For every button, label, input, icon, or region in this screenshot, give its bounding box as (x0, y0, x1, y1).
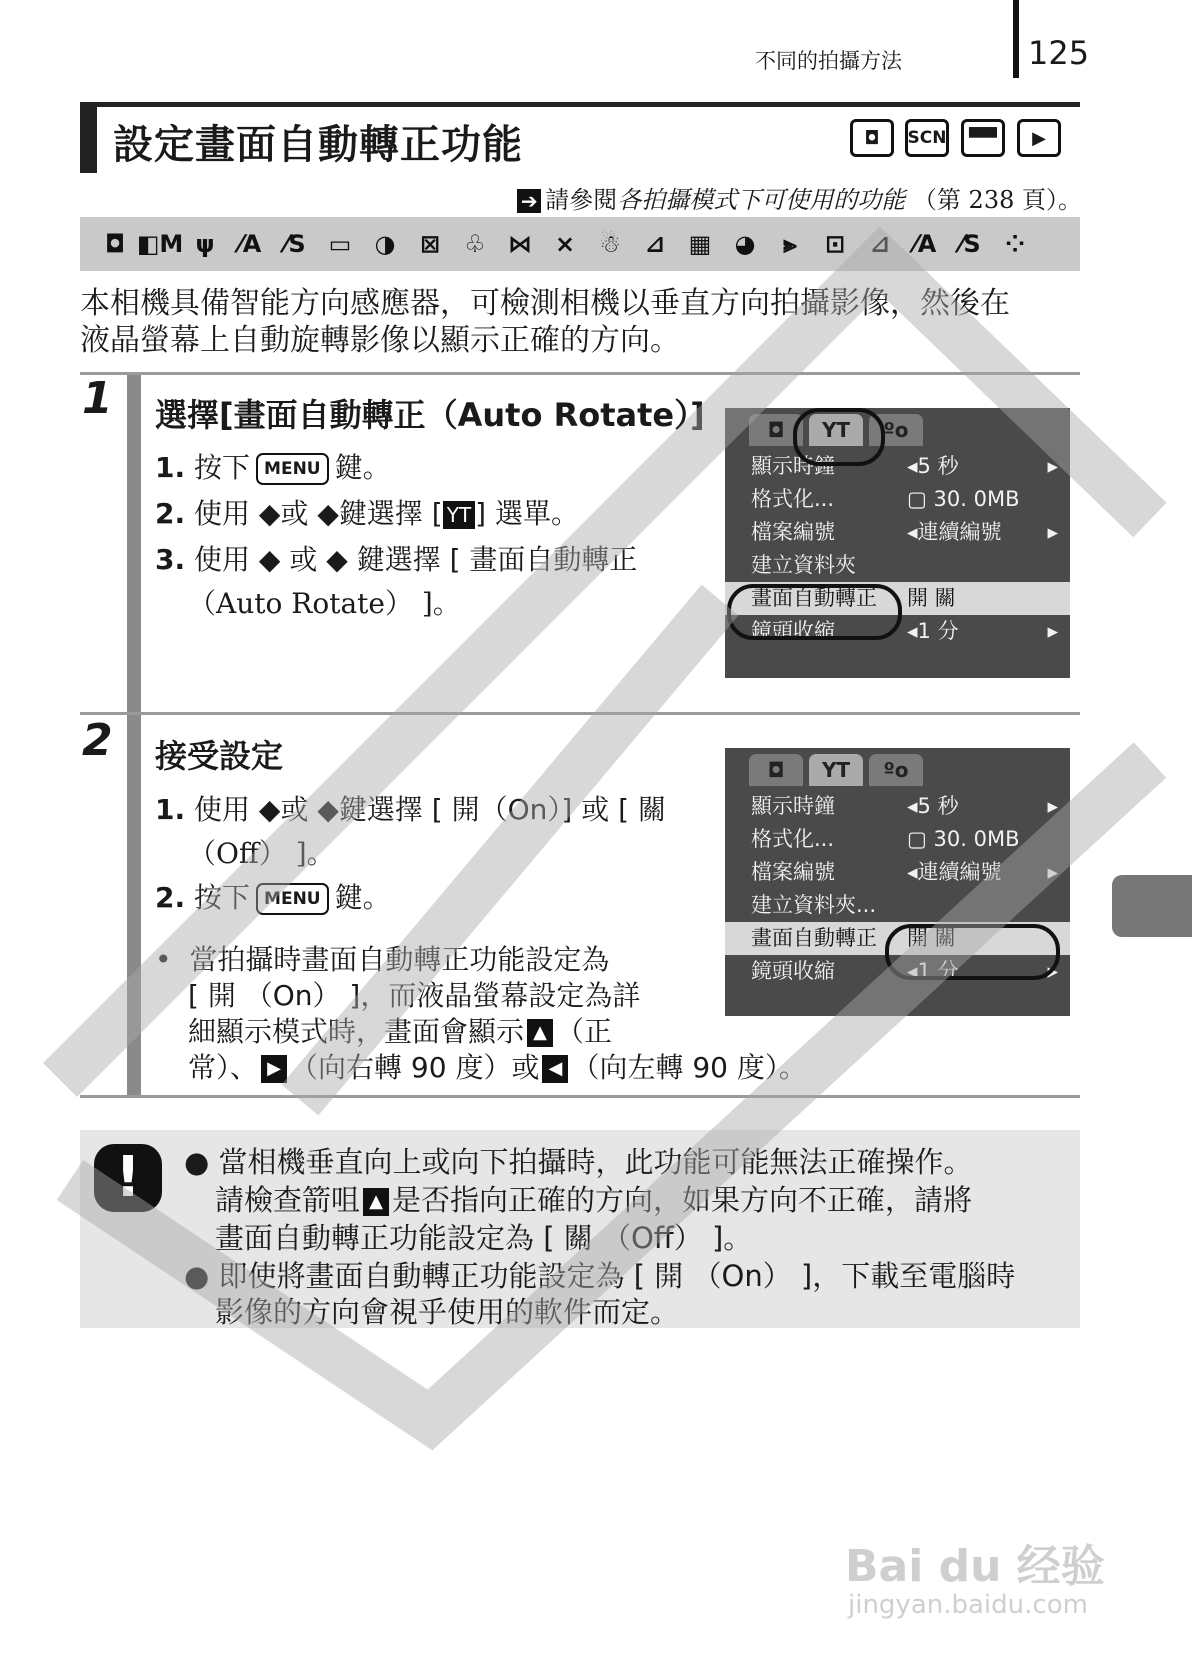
page-reference (517, 180, 1082, 215)
shooting-mode-icon: ▦ (688, 230, 712, 258)
menu-row-selected: 畫面自動轉正 開 關 (725, 582, 1070, 615)
tools-tab-icon: YT (443, 501, 475, 529)
menu-row-selected: 畫面自動轉正 開 關 (725, 922, 1070, 955)
shooting-mode-icon: ▭ (328, 230, 352, 258)
shooting-mode-icon: ⁄A (238, 230, 262, 258)
caution-icon: ! (94, 1144, 162, 1212)
play-mode-icon: ▶ (1017, 119, 1061, 157)
bullet-line: 細顯示模式時，畫面會顯示 ▲ （正 (188, 1015, 613, 1048)
shooting-mode-icon: ⁄A (913, 230, 937, 258)
shooting-mode-icon: ◘ (104, 230, 126, 258)
bullet-line: [ 開 （On） ]，而液晶螢幕設定為詳 (188, 979, 641, 1012)
step-divider (80, 712, 1080, 715)
movie-mode-icon: ▀▀ (961, 119, 1005, 157)
mycamera-tab: ºo (869, 754, 923, 786)
baidu-logo: Bai du 经验 (845, 1541, 1105, 1592)
caution-box (80, 1130, 1080, 1328)
ref-link-text: 各拍攝模式下可使用的功能 (617, 186, 906, 214)
arrow-icon: ➔ (517, 189, 541, 213)
intro-line: 本相機具備智能方向感應器，可檢測相機以垂直方向拍攝影像，然後在 (80, 286, 1010, 321)
step2-line-3: 2. 按下 MENU 鍵。 (155, 881, 391, 914)
shooting-mode-icon: ◑ (374, 230, 396, 258)
step-divider (80, 372, 1080, 375)
menu-key-icon: MENU (256, 883, 329, 915)
menu-row: 鏡頭收縮 ◂1 分 ▸ (751, 959, 1058, 983)
menu-row: 鏡頭收縮 ◂1 分 ▸ (751, 619, 1058, 643)
watermark-text: COPY (558, 900, 562, 901)
note-line: 請檢查箭咀 ▲ 是否指向正確的方向，如果方向不正確，請將 (215, 1183, 973, 1217)
menu-row: 檔案編號 ◂連續編號 ▸ (751, 520, 1058, 544)
menu-row: 顯示時鐘 ◂5 秒 ▸ (751, 794, 1058, 818)
shooting-mode-icon: ⁄S (959, 230, 981, 258)
highlight-ring (793, 408, 885, 466)
shooting-mode-icon: ⋈ (508, 230, 532, 258)
step-number: 1 (82, 373, 113, 424)
rotate-left-icon: ◀ (542, 1055, 568, 1083)
note-line: 影像的方向會視乎使用的軟件而定。 (215, 1295, 680, 1329)
menu-row: 建立資料夾... (751, 893, 877, 917)
bullet-line: • 當拍攝時畫面自動轉正功能設定為 (155, 943, 610, 976)
shooting-mode-icon: ⁘ (1004, 230, 1026, 258)
page-number: 125 (1028, 34, 1090, 72)
step1-line-2: 2. 使用 ◆或 ◆鍵選擇 [ YT ] 選單。 (155, 497, 579, 530)
step2-line-1: 1. 使用 ◆或 ◆鍵選擇 [ 開（On）] 或 [ 關 (155, 793, 666, 826)
camera-tab: ◘ (749, 754, 803, 786)
camera-mode-icon: ◘ (850, 119, 894, 157)
ref-suffix: （第 238 頁）。 (912, 186, 1082, 214)
step-heading: 接受設定 (155, 737, 284, 775)
menu-row: 檔案編號 ◂連續編號 ▸ (751, 860, 1058, 884)
menu-row: 建立資料夾 (751, 553, 856, 577)
shooting-mode-icon: ⊡ (824, 230, 846, 258)
intro-line: 液晶螢幕上自動旋轉影像以顯示正確的方向。 (80, 323, 680, 358)
step-bar (127, 715, 141, 1095)
shooting-mode-icon: ⨯ (554, 230, 576, 258)
shooting-mode-icon: ⊿ (644, 230, 666, 258)
section-divider (80, 1095, 1080, 1098)
shooting-mode-icon: ⊿ (869, 230, 891, 258)
rotate-arrow-icon: ▲ (363, 1188, 389, 1216)
menu-row: 格式化... ▢ 30. 0MB (751, 487, 1020, 511)
page-title: 設定畫面自動轉正功能 (113, 122, 523, 168)
shooting-mode-icon: ◧M (136, 230, 184, 258)
menu-row: 顯示時鐘 ◂5 秒 ▸ (751, 454, 1058, 478)
step1-line-3: 3. 使用 ◆ 或 ◆ 鍵選擇 [ 畫面自動轉正 (155, 543, 638, 576)
note-line: ● 當相機垂直向上或向下拍攝時，此功能可能無法正確操作。 (184, 1145, 973, 1179)
step-number: 2 (82, 715, 113, 766)
step1-line-1: 1. 按下 MENU 鍵。 (155, 451, 391, 484)
highlight-ring (727, 584, 902, 640)
intro-paragraph (80, 285, 1080, 359)
note-line: 畫面自動轉正功能設定為 [ 關 （Off） ]。 (215, 1221, 753, 1255)
bullet-line: 常）、 ▶ （向右轉 90 度）或 ◀ （向左轉 90 度）。 (188, 1051, 807, 1084)
step-bar (127, 375, 141, 712)
rotate-right-icon: ▶ (261, 1055, 287, 1083)
title-rule (80, 102, 1080, 107)
note-line: ● 即使將畫面自動轉正功能設定為 [ 開 （On） ]，下載至電腦時 (184, 1259, 1016, 1293)
camera-tab: ◘ (749, 414, 803, 446)
step2-line-2: （Off） ]。 (188, 837, 335, 870)
highlight-ring (885, 924, 1060, 980)
shooting-mode-strip (80, 217, 1080, 271)
shooting-mode-icon: ☃ (599, 230, 621, 258)
ref-prefix: 請參閱 (545, 186, 618, 214)
shooting-mode-icon: ψ (195, 230, 215, 258)
scn-mode-icon: SCN (905, 119, 949, 157)
baidu-url: jingyan.baidu.com (848, 1590, 1088, 1620)
shooting-mode-icon: ◕ (734, 230, 756, 258)
mycamera-tab: ºo (869, 414, 923, 446)
shooting-mode-icon: ⁄S (284, 230, 306, 258)
shooting-mode-icon: ♧ (464, 230, 486, 258)
step-heading: 選擇[畫面自動轉正（Auto Rotate）] (155, 396, 705, 434)
rotate-normal-icon: ▲ (527, 1019, 553, 1047)
tools-tab: YT (809, 754, 863, 786)
section-title: 不同的拍攝方法 (755, 49, 902, 73)
shooting-mode-icon: ⊠ (419, 230, 441, 258)
tools-tab: YT (809, 414, 863, 446)
chapter-tab (1112, 875, 1192, 937)
menu-key-icon: MENU (256, 453, 329, 485)
header-divider (1013, 0, 1019, 78)
title-marker (80, 107, 97, 173)
menu-row: 格式化... ▢ 30. 0MB (751, 827, 1020, 851)
step1-line-4: （Auto Rotate） ]。 (188, 587, 461, 620)
shooting-mode-icon: ⫸ (783, 230, 797, 258)
